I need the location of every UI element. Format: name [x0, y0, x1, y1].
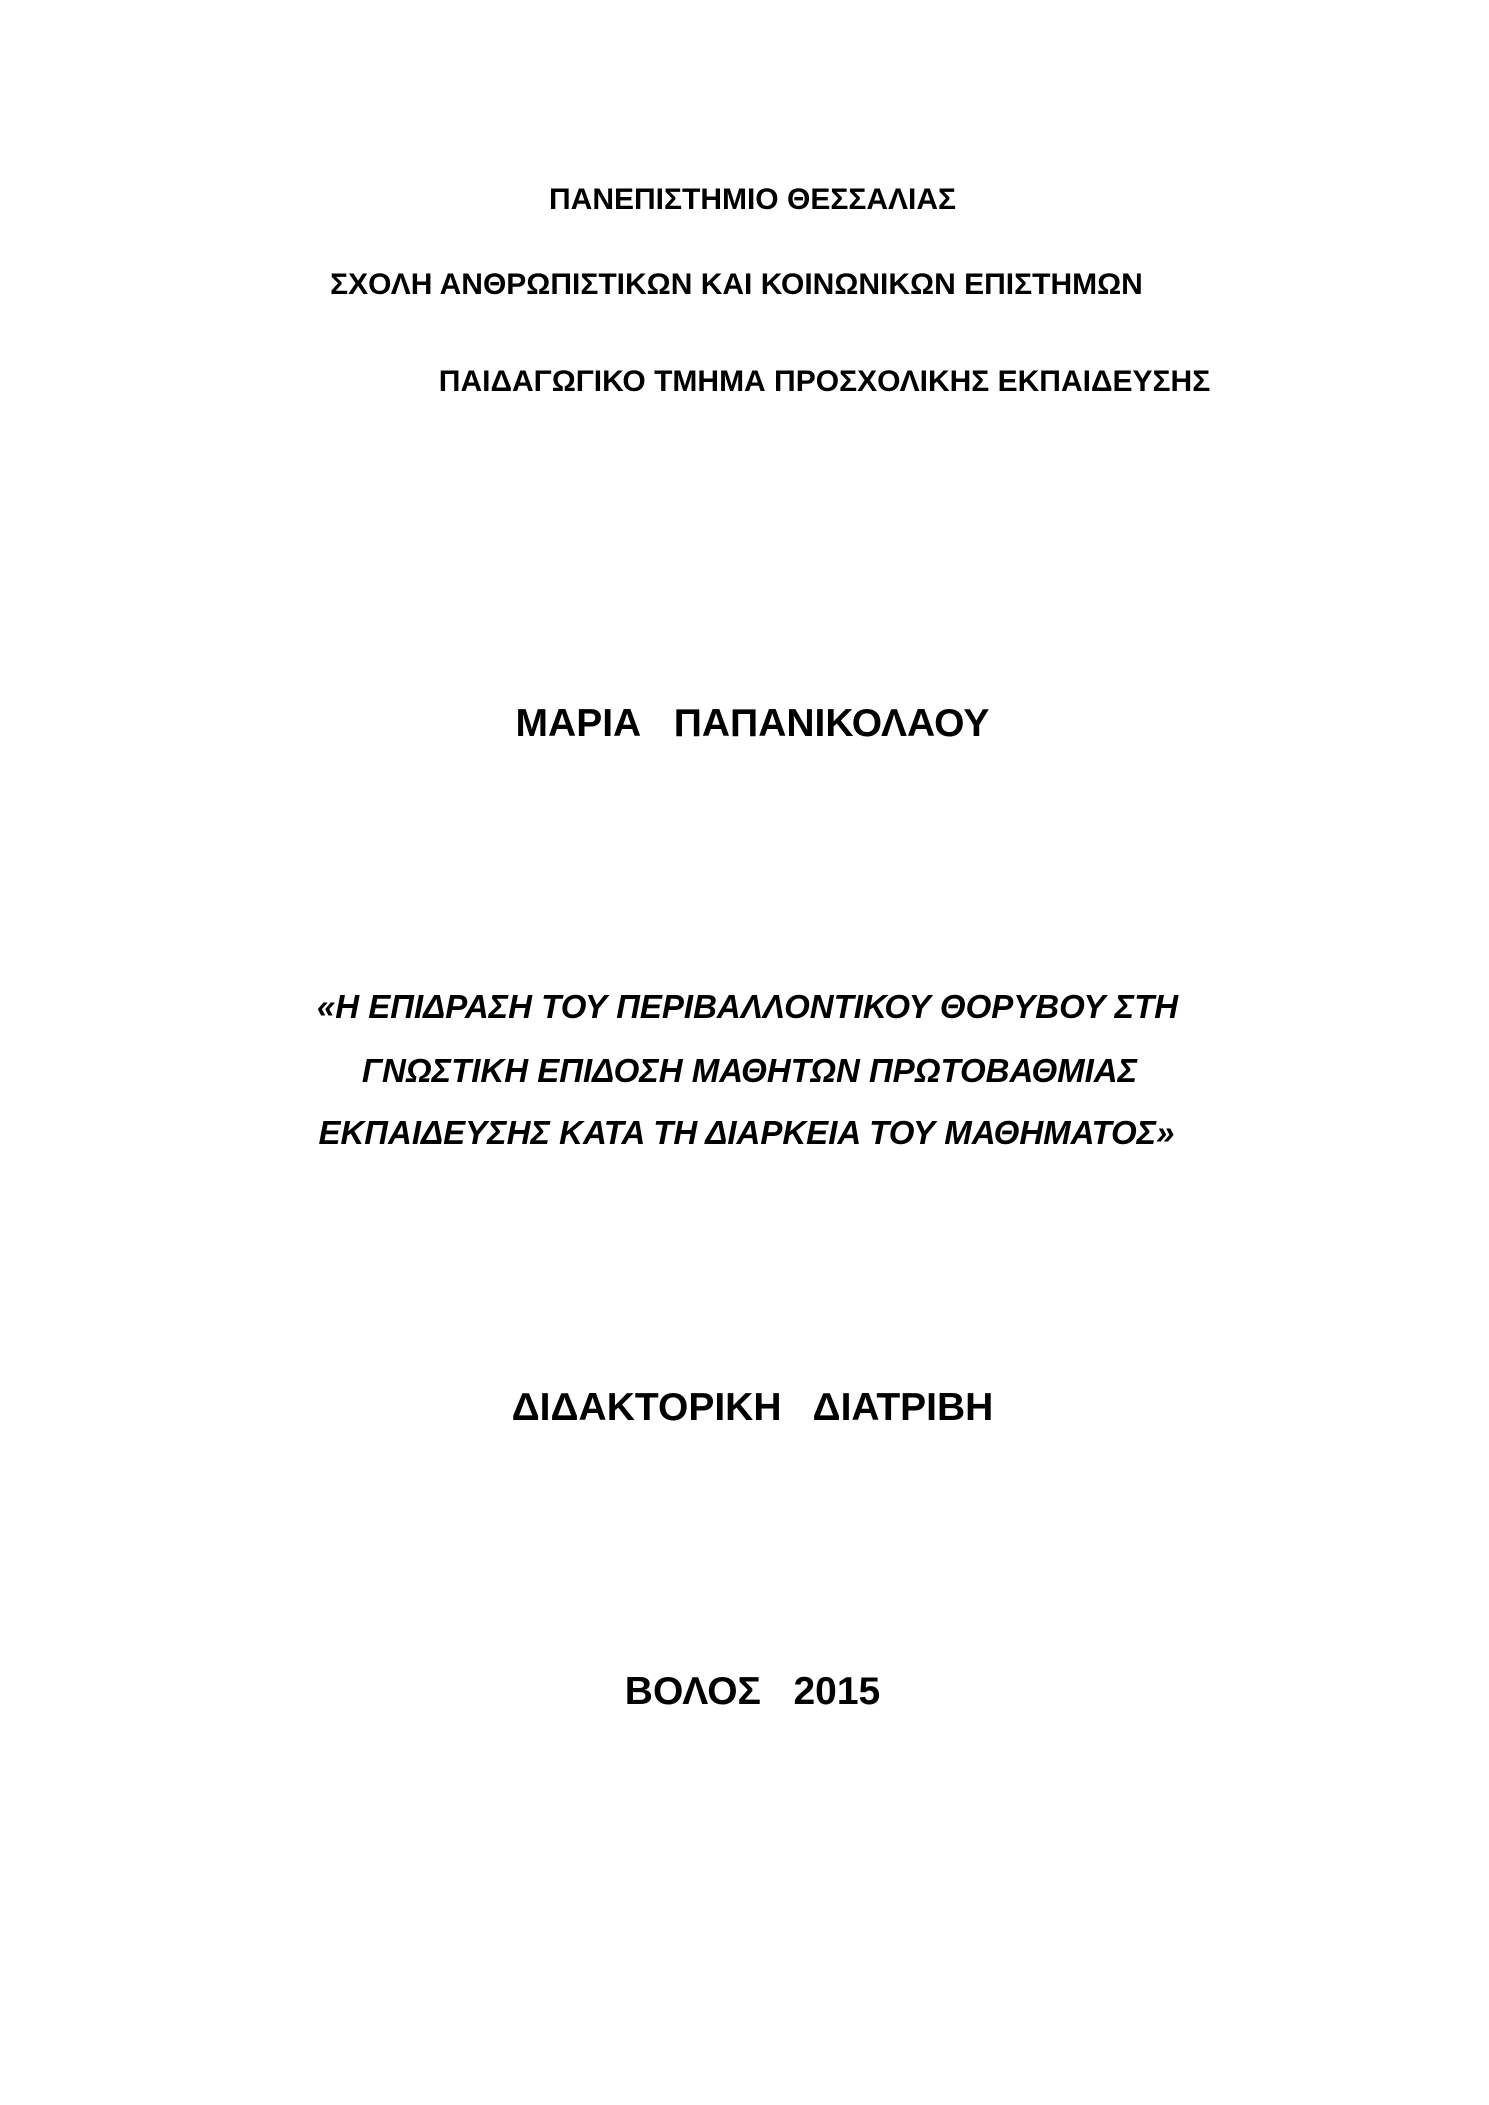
department-name: ΠΑΙΔΑΓΩΓΙΚΟ ΤΜΗΜΑ ΠΡΟΣΧΟΛΙΚΗΣ ΕΚΠΑΙΔΕΥΣΗΣ: [438, 365, 1211, 398]
university-name: ΠΑΝΕΠΙΣΤΗΜΙΟ ΘΕΣΣΑΛΙΑΣ: [548, 183, 957, 216]
place-and-year: ΒΟΛΟΣ 2015: [624, 1670, 881, 1713]
thesis-title-line-2: ΓΝΩΣΤΙΚΗ ΕΠΙΔΟΣΗ ΜΑΘΗΤΩΝ ΠΡΩΤΟΒΑΘΜΙΑΣ: [361, 1052, 1138, 1089]
school-name: ΣΧΟΛΗ ΑΝΘΡΩΠΙΣΤΙΚΩΝ ΚΑΙ ΚΟΙΝΩΝΙΚΩΝ ΕΠΙΣΤΗΜΩΝ: [330, 268, 1143, 301]
thesis-title-line-3: ΕΚΠΑΙΔΕΥΣΗΣ ΚΑΤΑ ΤΗ ΔΙΑΡΚΕΙΑ ΤΟΥ ΜΑΘΗΜΑΤΟΣ»: [318, 1114, 1175, 1151]
thesis-title-line-1: «Η ΕΠΙΔΡΑΣΗ ΤΟΥ ΠΕΡΙΒΑΛΛΟΝΤΙΚΟΥ ΘΟΡΥΒΟΥ ΣΤΗ: [316, 988, 1179, 1025]
author-name: ΜΑΡΙΑ ΠΑΠΑΝΙΚΟΛΑΟΥ: [515, 702, 990, 745]
document-type: ΔΙΔΑΚΤΟΡΙΚΗ ΔΙΑΤΡΙΒΗ: [511, 1386, 994, 1429]
